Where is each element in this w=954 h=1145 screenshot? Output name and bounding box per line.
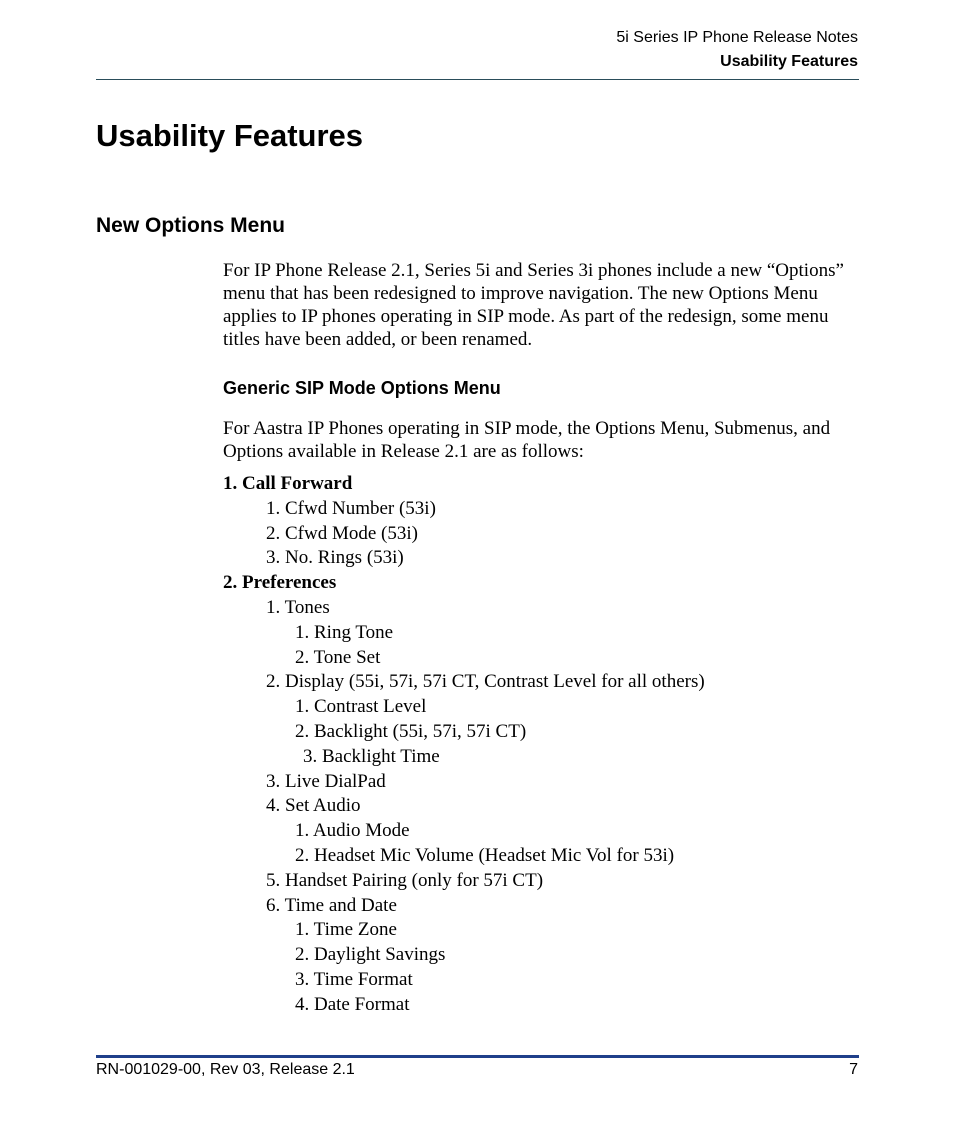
menu-item: 2. Daylight Savings <box>295 944 446 966</box>
menu-item: 1. Tones <box>266 596 330 618</box>
menu-item: 2. Tone Set <box>295 646 381 668</box>
menu-item: 3. Live DialPad <box>266 770 386 792</box>
subsection-paragraph: For Aastra IP Phones operating in SIP mode, the Options Menu, Submenus, and Options available in Release 2.1 are as follows: <box>223 418 831 462</box>
menu-item: 1. Ring Tone <box>295 621 394 643</box>
menu-item: 3. Time Format <box>295 968 413 990</box>
menu-item: 4. Date Format <box>295 993 410 1015</box>
menu-item: 3. Backlight Time <box>303 745 440 767</box>
menu-item: 1. Call Forward <box>223 473 353 494</box>
intro-paragraph: For IP Phone Release 2.1, Series 5i and Series 3i phones include a new “Options” menu that has been redesigned to improve navigation. The new Options Menu applies to IP phones operating in SIP mode. As part of the redesign, some menu titles have been added, or been renamed. <box>223 260 844 350</box>
menu-item: 2. Display (55i, 57i, 57i CT, Contrast Level for all others) <box>266 671 705 693</box>
header-doc-title: 5i Series IP Phone Release Notes <box>616 29 858 46</box>
menu-item: 1. Cfwd Number (53i) <box>266 497 436 519</box>
menu-item: 5. Handset Pairing (only for 57i CT) <box>266 869 544 891</box>
menu-item: 2. Headset Mic Volume (Headset Mic Vol for 53i) <box>295 844 675 866</box>
menu-item: 2. Backlight (55i, 57i, 57i CT) <box>295 720 527 742</box>
menu-item: 1. Contrast Level <box>295 696 427 718</box>
footer-divider <box>96 1055 859 1058</box>
menu-item: 6. Time and Date <box>266 894 397 916</box>
menu-item: 3. No. Rings (53i) <box>266 547 404 569</box>
menu-item: 2. Preferences <box>223 572 337 594</box>
menu-item: 1. Time Zone <box>295 919 397 941</box>
running-header <box>616 26 858 74</box>
subsection-title: Generic SIP Mode Options Menu <box>223 378 501 398</box>
header-divider <box>96 79 859 80</box>
section-title: New Options Menu <box>96 214 285 237</box>
footer-doc-id: RN-001029-00, Rev 03, Release 2.1 <box>96 1061 355 1078</box>
menu-item: 1. Audio Mode <box>295 820 410 842</box>
header-section-title: Usability Features <box>720 53 858 70</box>
menu-item: 4. Set Audio <box>266 795 361 817</box>
page-title: Usability Features <box>96 118 364 153</box>
menu-item: 2. Cfwd Mode (53i) <box>266 522 418 544</box>
footer-page-number: 7 <box>849 1061 858 1078</box>
options-menu-list <box>0 472 954 1018</box>
